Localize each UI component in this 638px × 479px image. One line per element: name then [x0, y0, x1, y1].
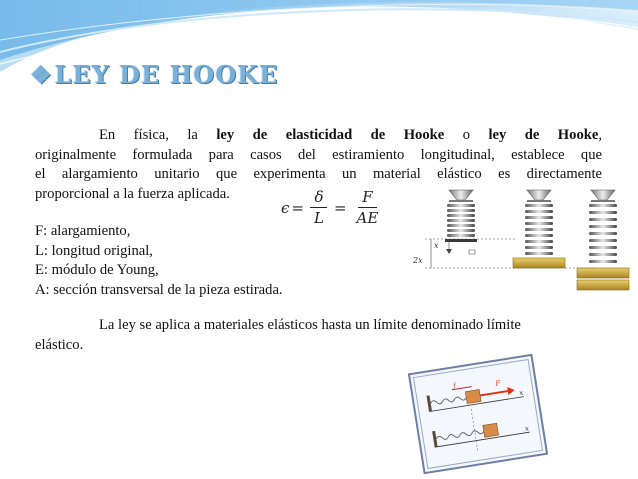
definition-item: L: longitud original, [35, 242, 153, 259]
label-axis-upper: x [518, 388, 524, 398]
springs-illustration [405, 188, 637, 306]
label-friction: f [452, 382, 457, 390]
hooke-formula [281, 188, 386, 227]
label-x: x [434, 241, 439, 250]
label-axis-lower: x [524, 424, 530, 433]
label-force: F [494, 379, 501, 388]
displacement-markers [412, 239, 595, 268]
formula-equals-1: = [291, 198, 304, 217]
label-2x: 2x [413, 256, 423, 265]
term-hooke-law: ley de Hooke [488, 127, 599, 143]
definition-item: E: módulo de Young, [35, 262, 159, 279]
limit-line-2: elástico. [35, 336, 84, 353]
slide-title [30, 60, 278, 89]
intro-line-1: En física, la ley de elasticidad de Hooke o ley de Hooke, [99, 127, 603, 143]
formula-strain-symbol: ϵ [281, 198, 290, 217]
limit-line-1: La ley se aplica a materiales elásticos hasta un límite denominado límite [99, 317, 521, 333]
definition-item: F: alargamiento, [35, 223, 131, 239]
spring-block-diagram [400, 350, 550, 478]
formula-fraction-1: $\frac{\delta}{L}$ [310, 188, 328, 227]
intro-line-2: originalmente formulada para casos del estiramiento longitudinal, establece que [35, 146, 602, 163]
spring-3 [577, 190, 629, 290]
formula-equals-2: = [333, 198, 347, 217]
spring-1 [445, 190, 477, 242]
formula-fraction-2: $\frac{F}{AE}$ [356, 188, 379, 227]
intro-line-4: proporcional a la fuerza aplicada. [35, 185, 230, 202]
title-text: LEY DE HOOKE [54, 60, 279, 89]
diamond-bullet-icon: ❖ [30, 60, 53, 89]
term-hooke-elasticity: ley de elasticidad de Hooke [216, 127, 445, 143]
variable-definitions [35, 222, 283, 300]
intro-line-3: el alargamiento unitario que experimenta un material elástico es directamente [35, 166, 602, 183]
definition-item: A: sección transversal de la pieza estirada. [35, 281, 283, 298]
spring-2 [513, 190, 565, 268]
